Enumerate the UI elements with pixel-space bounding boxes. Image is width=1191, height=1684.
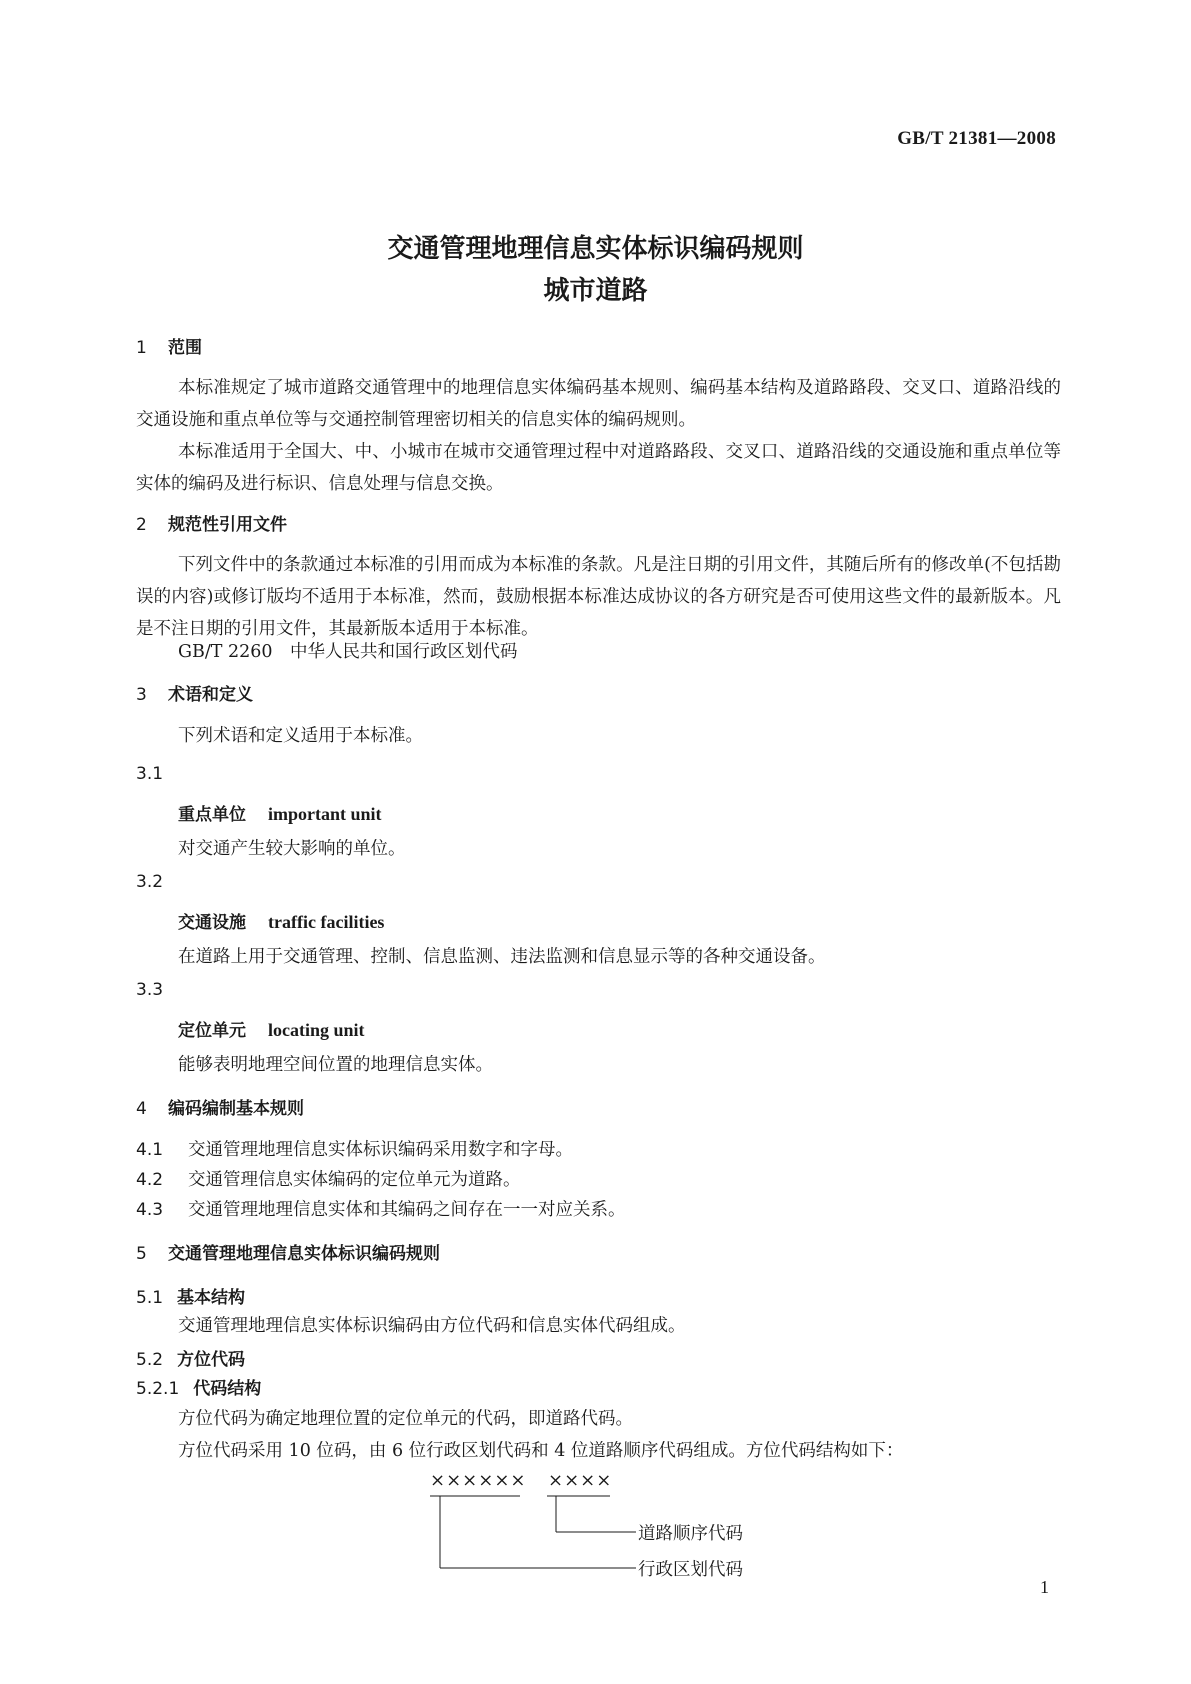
section-3-intro: 下列术语和定义适用于本标准。: [178, 726, 423, 746]
section-2-paragraph-1: 下列文件中的条款通过本标准的引用而成为本标准的条款。凡是注日期的引用文件，其随后所有的修改单(不包括勘误的内容)或修订版均不适用于本标准，然而，鼓励根据本标准达成协议的各方研究是否可使用这些文件的最新版本。凡是不注日期的引用文件，其最新版本适用于本标准。: [136, 555, 1061, 639]
term-heading: [178, 1016, 365, 1041]
subsection-5-2-1-text-1: 方位代码为确定地理位置的定位单元的代码，即道路代码。: [178, 1409, 633, 1429]
code-structure-diagram: [420, 1470, 820, 1580]
subsection-number: 5.2.1: [136, 1379, 180, 1399]
clause-text: 交通管理地理信息实体标识编码采用数字和字母。: [188, 1140, 573, 1160]
subsection-5-1-text: 交通管理地理信息实体标识编码由方位代码和信息实体代码组成。: [178, 1316, 686, 1336]
admin-division-label: 行政区划代码: [638, 1560, 743, 1580]
subsection-title: 代码结构: [193, 1379, 262, 1399]
term-zh: 定位单元: [178, 1021, 246, 1041]
term-number: 3.2: [136, 872, 164, 892]
term-definition: 对交通产生较大影响的单位。: [178, 839, 406, 859]
page-number: 1: [1040, 1577, 1049, 1597]
clause: [136, 1136, 573, 1161]
section-number: 2: [136, 515, 147, 535]
term-number: 3.1: [136, 764, 164, 784]
section-1-paragraph-2: 本标准适用于全国大、中、小城市在城市交通管理过程中对道路路段、交叉口、道路沿线的交通设施和重点单位等实体的编码及进行标识、信息处理与信息交换。: [136, 442, 1061, 494]
subsection-title: 方位代码: [177, 1350, 246, 1370]
clause: [136, 1196, 626, 1221]
section-1-paragraph-1: 本标准规定了城市道路交通管理中的地理信息实体编码基本规则、编码基本结构及道路路段、交叉口、道路沿线的交通设施和重点单位等与交通控制管理密切相关的信息实体的编码规则。: [136, 378, 1061, 430]
road-sequence-label: 道路顺序代码: [638, 1524, 743, 1544]
clause-text: 交通管理地理信息实体和其编码之间存在一一对应关系。: [188, 1200, 626, 1220]
subsection-5-2-1-text-2: 方位代码采用 10 位码，由 6 位行政区划代码和 4 位道路顺序代码组成。方位代码结构如下：: [178, 1441, 904, 1461]
subsection-5-2-heading: [136, 1345, 245, 1370]
clause-number: 4.3: [136, 1200, 164, 1220]
term-heading: [178, 800, 382, 825]
term-definition: 在道路上用于交通管理、控制、信息监测、违法监测和信息显示等的各种交通设备。: [178, 947, 826, 967]
normative-reference: GB/T 2260 中华人民共和国行政区划代码: [178, 642, 518, 662]
clause-number: 4.2: [136, 1170, 164, 1190]
term-heading: [178, 908, 384, 933]
section-number: 5: [136, 1244, 147, 1264]
term-en: important unit: [268, 804, 382, 824]
term-zh: 交通设施: [178, 913, 246, 933]
section-title: 编码编制基本规则: [168, 1099, 304, 1119]
section-number: 1: [136, 338, 147, 358]
document-subtitle: 城市道路: [543, 276, 648, 306]
term-number: 3.3: [136, 980, 164, 1000]
standard-number: GB/T 21381—2008: [897, 128, 1056, 149]
section-2-heading: [136, 510, 287, 535]
subsection-5-2-1-heading: [136, 1374, 261, 1399]
section-title: 规范性引用文件: [168, 515, 287, 535]
subsection-number: 5.2: [136, 1350, 164, 1370]
subsection-title: 基本结构: [177, 1288, 246, 1308]
section-1-heading: [136, 333, 202, 358]
section-number: 3: [136, 685, 147, 705]
section-title: 术语和定义: [168, 685, 253, 705]
term-definition: 能够表明地理空间位置的地理信息实体。: [178, 1055, 493, 1075]
subsection-5-1-heading: [136, 1283, 245, 1308]
section-number: 4: [136, 1099, 147, 1119]
clause-number: 4.1: [136, 1140, 164, 1160]
section-3-heading: [136, 680, 253, 705]
diagram-lines: [420, 1470, 820, 1580]
section-title: 交通管理地理信息实体标识编码规则: [168, 1244, 440, 1264]
road-code-placeholder: ××××: [548, 1470, 613, 1491]
term-zh: 重点单位: [178, 805, 246, 825]
section-4-heading: [136, 1094, 304, 1119]
section-title: 范围: [168, 338, 202, 358]
document-title: 交通管理地理信息实体标识编码规则: [387, 234, 804, 264]
section-5-heading: [136, 1239, 440, 1264]
term-en: traffic facilities: [268, 912, 385, 932]
subsection-number: 5.1: [136, 1288, 164, 1308]
admin-code-placeholder: ××××××: [430, 1470, 527, 1491]
term-en: locating unit: [268, 1020, 365, 1040]
clause: [136, 1166, 521, 1191]
clause-text: 交通管理信息实体编码的定位单元为道路。: [188, 1170, 521, 1190]
